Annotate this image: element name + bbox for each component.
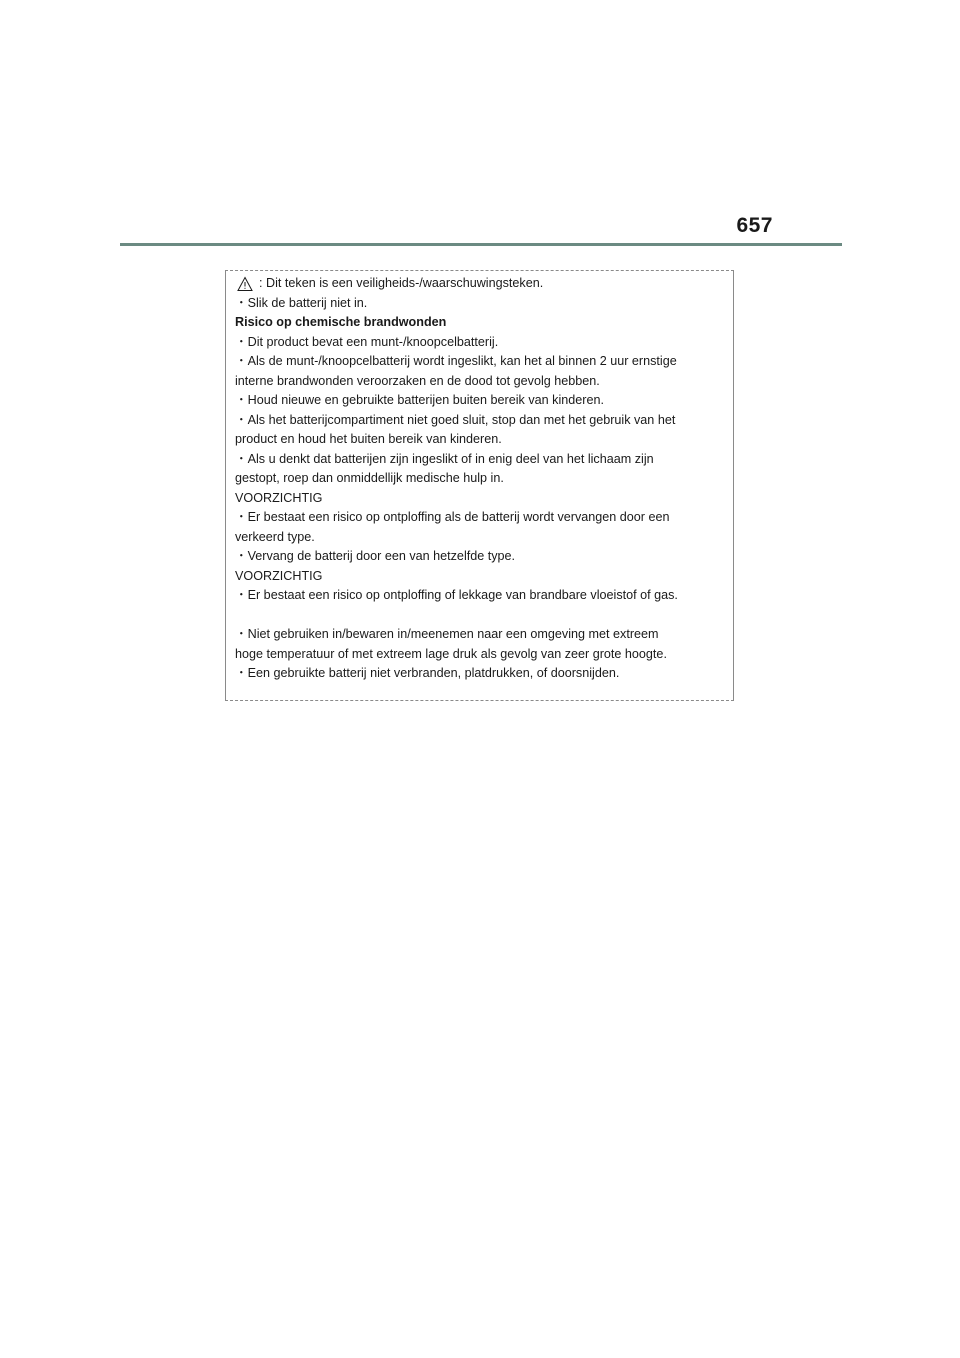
blank-line [235, 606, 730, 626]
page-number: 657 [736, 214, 773, 237]
warning-triangle-icon [237, 276, 253, 292]
notice-line: ・Als de munt-/knoopcelbatterij wordt ingeslikt, kan het al binnen 2 uur ernstige [235, 354, 677, 368]
notice-line: gestopt, roep dan onmiddellijk medische hulp in. [235, 471, 504, 485]
notice-line: VOORZICHTIG [235, 490, 323, 505]
warning-symbol-line [235, 274, 730, 294]
notice-line: ・Een gebruikte batterij niet verbranden, platdrukken, of doorsnijden. [235, 666, 620, 680]
notice-line: ・Niet gebruiken in/bewaren in/meenemen naar een omgeving met extreem [235, 627, 659, 641]
notice-line: ・Als u denkt dat batterijen zijn ingeslikt of in enig deel van het lichaam zijn [235, 451, 654, 466]
notice-line: ・Als het batterijcompartiment niet goed sluit, stop dan met het gebruik van het [235, 412, 676, 427]
notice-line: ・Er bestaat een risico op ontploffing of lekkage van brandbare vloeistof of gas. [235, 588, 678, 602]
notice-line: ・Vervang de batterij door een van hetzelfde type. [235, 549, 516, 563]
notice-line: product en houd het buiten bereik van kinderen. [235, 432, 502, 446]
notice-line: ・Dit product bevat een munt-/knoopcelbatterij. [235, 334, 499, 349]
notice-line: ・Er bestaat een risico op ontploffing als de batterij wordt vervangen door een [235, 510, 670, 524]
notice-line: interne brandwonden veroorzaken en de dood tot gevolg hebben. [235, 373, 600, 388]
warning-notice-content [235, 274, 730, 684]
section-heading: Risico op chemische brandwonden [235, 315, 447, 329]
warning-symbol-text: : Dit teken is een veiligheids-/waarschuwingsteken. [259, 276, 544, 290]
notice-line: hoge temperatuur of met extreem lage druk als gevolg van zeer grote hoogte. [235, 646, 667, 661]
notice-lines [235, 294, 730, 684]
notice-line: ・Houd nieuwe en gebruikte batterijen buiten bereik van kinderen. [235, 393, 604, 407]
notice-line: verkeerd type. [235, 529, 315, 544]
notice-line: ・Slik de batterij niet in. [235, 295, 368, 310]
notice-line: VOORZICHTIG [235, 568, 323, 583]
header-rule [120, 243, 842, 246]
